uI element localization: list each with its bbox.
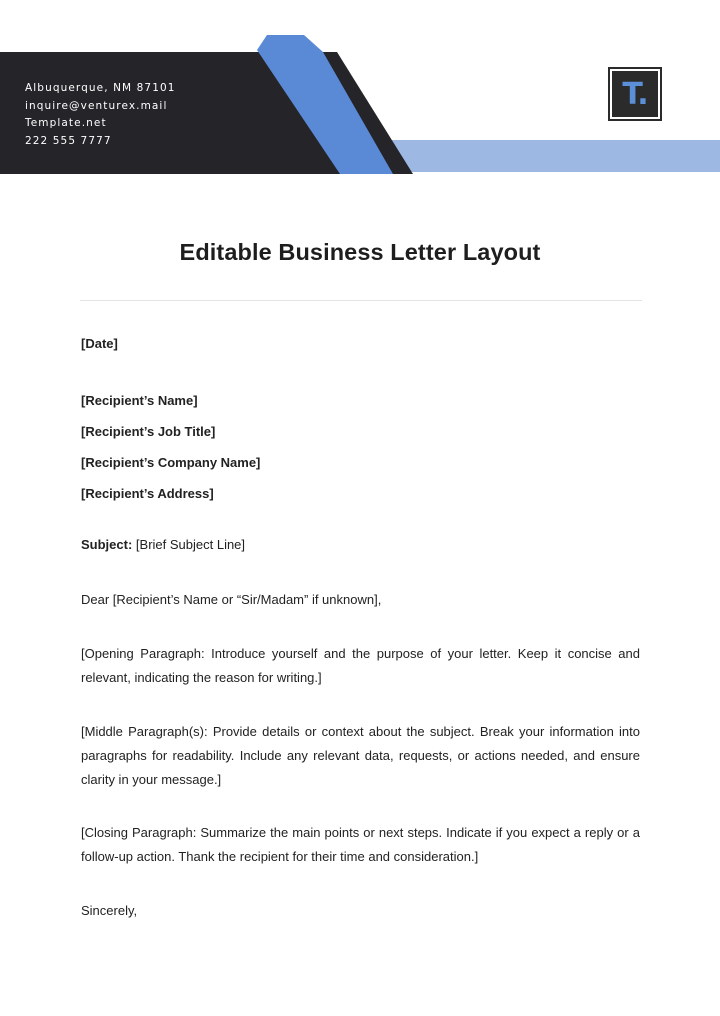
- date-placeholder: [Date]: [81, 336, 118, 351]
- recipient-job-title: [Recipient’s Job Title]: [81, 424, 216, 439]
- document-title: Editable Business Letter Layout: [179, 239, 541, 265]
- subject-value: [Brief Subject Line]: [132, 537, 246, 552]
- contact-email: inquire@venturex.mail: [25, 99, 168, 112]
- recipient-address: [Recipient’s Address]: [81, 486, 214, 501]
- sign-off: Sincerely,: [81, 903, 138, 918]
- contact-info: [25, 80, 176, 150]
- title-divider: [80, 300, 642, 301]
- subject-label: Subject:: [81, 537, 133, 552]
- company-logo: [610, 69, 660, 119]
- closing-paragraph: [Closing Paragraph: Summarize the main points or next steps. Indicate if you expect a reply or a follow-up action. Thank the recipient for their time and consideration.]: [81, 825, 640, 864]
- contact-website: Template.net: [25, 117, 107, 129]
- subject-line: [81, 533, 640, 557]
- contact-phone: 222 555 7777: [25, 134, 112, 147]
- opening-paragraph: [Opening Paragraph: Introduce yourself and the purpose of your letter. Keep it concise and relevant, indicating the reason for writing.]: [81, 646, 640, 685]
- recipient-block: [81, 385, 640, 509]
- salutation: Dear [Recipient’s Name or “Sir/Madam” if unknown],: [81, 592, 382, 607]
- recipient-name: [Recipient’s Name]: [81, 393, 198, 408]
- middle-paragraph: [Middle Paragraph(s): Provide details or context about the subject. Break your information into paragraphs for readability. Include any relevant data, requests, or actions needed, and ensure clarity in your message.]: [81, 724, 640, 787]
- contact-address: Albuquerque, NM 87101: [25, 82, 176, 94]
- logo-letter: T.: [622, 76, 648, 112]
- header-light-blue-stripe: [385, 140, 720, 172]
- recipient-company: [Recipient’s Company Name]: [81, 455, 261, 470]
